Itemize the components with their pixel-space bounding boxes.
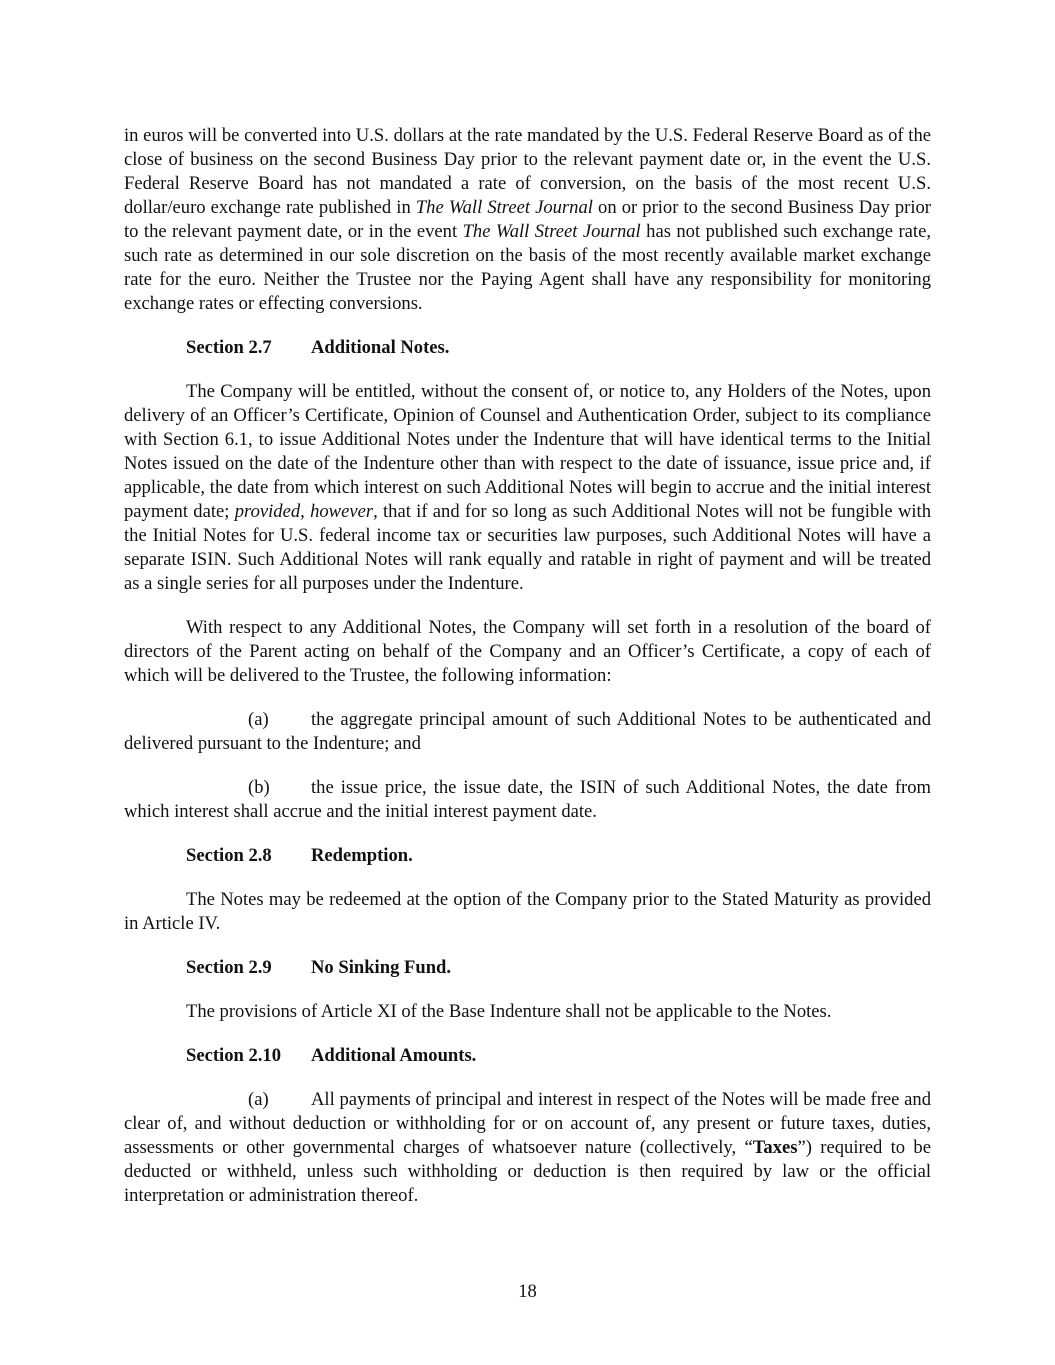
- document-page: [124, 124, 931, 1228]
- list-text: the issue price, the issue date, the ISIN of such Additional Notes, the date from which interest shall accrue and the initial interest payment date.: [124, 777, 931, 822]
- list-label: (a): [248, 709, 269, 730]
- emphasis: provided: [234, 501, 301, 522]
- section-title: No Sinking Fund.: [311, 957, 452, 978]
- page-number: 18: [518, 1281, 537, 1302]
- paragraph-additional-notes: [124, 380, 931, 596]
- section-number: Section 2.10: [186, 1045, 282, 1066]
- publication-title: The Wall Street Journal: [415, 197, 593, 218]
- text-run: in euros will be converted into U.S. dollars at the rate mandated by the U.S. Federal Reserve Board as of the close of business on the second Business Day prior to the relevant payment date or, in the event the U.S. Federal Reserve Board has not mandated a rate of conversion, on the basis of the most recent U.S. dollar/euro exchange rate published in: [124, 125, 931, 218]
- publication-title: The Wall Street Journal: [462, 221, 641, 242]
- text-run: The Company will be entitled, without the consent of, or notice to, any Holders of the Notes, upon delivery of an Officer’s Certificate, Opinion of Counsel and Authentication Order, subject to its compliance with Section 6.1, to issue Additional Notes under the Indenture that will have identical terms to the Initial Notes issued on the date of the Indenture other than with respect to the date of issuance, issue price and, if applicable, the date from which interest on such Additional Notes will begin to accrue and the initial interest payment date;: [124, 381, 931, 522]
- section-heading-2-9: [124, 956, 931, 980]
- section-title: Additional Notes.: [311, 337, 450, 358]
- list-item-b: [124, 776, 931, 824]
- list-label: (b): [248, 777, 270, 798]
- list-label: (a): [248, 1089, 269, 1110]
- list-text: All payments of principal and interest in respect of the Notes will be made free and clear of, and without deduction or withholding for or on account of, any present or future taxes, duties, assessments or other governmental charges of whatsoever nature (collectively, “: [124, 1089, 931, 1158]
- section-title: Redemption.: [311, 845, 413, 866]
- defined-term: Taxes: [752, 1137, 798, 1158]
- section-heading-2-7: [124, 336, 931, 360]
- text-run: has not published such exchange rate, such rate as determined in our sole discretion on the basis of the most recently available market exchange rate for the euro. Neither the Trustee nor the Paying Agent shall have any responsibility for monitoring exchange rates or effecting conversions.: [124, 221, 931, 314]
- list-item-a: [124, 708, 931, 756]
- section-number: Section 2.9: [186, 957, 272, 978]
- section-number: Section 2.8: [186, 845, 272, 866]
- paragraph-resolution: With respect to any Additional Notes, the Company will set forth in a resolution of the board of directors of the Parent acting on behalf of the Company and an Officer’s Certificate, a copy of each of which will be delivered to the Trustee, the following information:: [124, 617, 931, 686]
- paragraph-sinking-fund: The provisions of Article XI of the Base Indenture shall not be applicable to the Notes.: [186, 1001, 832, 1022]
- text-run: ,: [300, 501, 311, 522]
- section-number: Section 2.7: [186, 337, 272, 358]
- section-heading-2-10: [124, 1044, 931, 1068]
- list-text: ”) required to be deducted or withheld, unless such withholding or deduction is then required by law or the official interpretation or administration thereof.: [124, 1137, 931, 1206]
- text-run: , that if and for so long as such Additional Notes will not be fungible with the Initial Notes for U.S. federal income tax or securities law purposes, such Additional Notes will have a separate ISIN. Such Additional Notes will rank equally and ratable in right of payment and will be treated as a single series for all purposes under the Indenture.: [124, 501, 931, 594]
- list-item-additional-amounts-a: [124, 1088, 931, 1208]
- paragraph-exchange-rate: [124, 124, 931, 316]
- section-heading-2-8: [124, 844, 931, 868]
- emphasis: however: [310, 501, 374, 522]
- paragraph-redemption: The Notes may be redeemed at the option of the Company prior to the Stated Maturity as provided in Article IV.: [124, 889, 931, 934]
- text-run: on or prior to the second Business Day prior to the relevant payment date, or in the event: [124, 197, 931, 242]
- list-text: the aggregate principal amount of such Additional Notes to be authenticated and delivered pursuant to the Indenture; and: [124, 709, 931, 754]
- section-title: Additional Amounts.: [311, 1045, 477, 1066]
